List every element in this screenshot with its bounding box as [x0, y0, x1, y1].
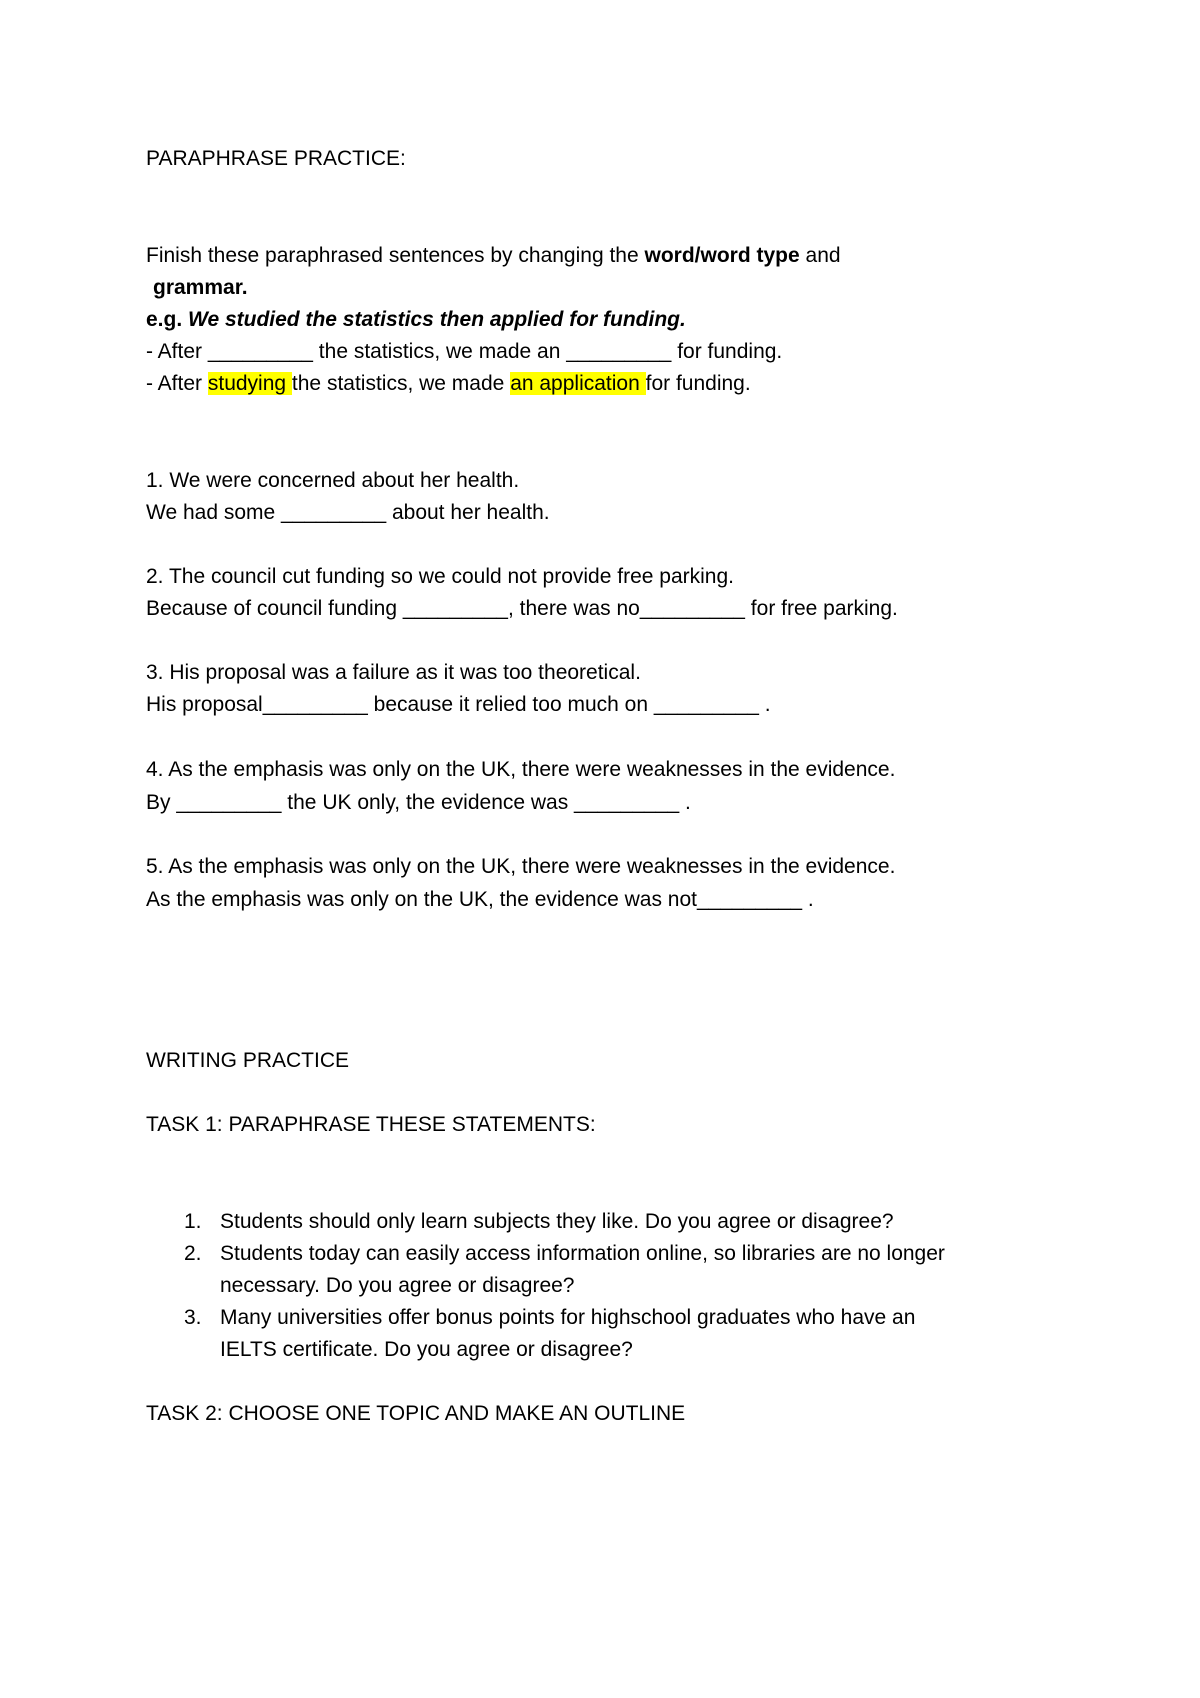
- exercise-4-original: 4. As the emphasis was only on the UK, there were weaknesses in the evidence.: [146, 758, 896, 781]
- statement-list: [146, 1206, 1066, 1366]
- exercise-3-paraphrase: His proposal_________ because it relied too much on _________ .: [146, 693, 771, 716]
- example-answer-line: [146, 370, 751, 398]
- instructions-bold-grammar: grammar.: [153, 276, 248, 299]
- example-prefix: e.g.: [146, 308, 189, 331]
- exercise-5-original: 5. As the emphasis was only on the UK, there were weaknesses in the evidence.: [146, 855, 896, 878]
- instructions-text: Finish these paraphrased sentences by changing the: [146, 244, 645, 267]
- example-text: We studied the statistics then applied for funding.: [188, 308, 686, 331]
- answer-text: the statistics, we made: [291, 372, 511, 395]
- exercise-5-paraphrase: As the emphasis was only on the UK, the evidence was not_________ .: [146, 888, 814, 911]
- instructions-text-and: and: [799, 244, 841, 267]
- section-heading-paraphrase: PARAPHRASE PRACTICE:: [146, 147, 406, 170]
- highlighted-answer-studying: studying: [207, 372, 292, 395]
- exercise-2-paraphrase: Because of council funding _________, there was no_________ for free parking.: [146, 597, 898, 620]
- list-item: 3. Many universities offer bonus points for highschool graduates who have an IELTS certificate. Do you agree or disagree?: [184, 1306, 916, 1361]
- exercise-2-original: 2. The council cut funding so we could not provide free parking.: [146, 565, 734, 588]
- exercise-4-paraphrase: By _________ the UK only, the evidence was _________ .: [146, 791, 691, 814]
- exercise-1-original: 1. We were concerned about her health.: [146, 469, 520, 492]
- list-item: 2. Students today can easily access information online, so libraries are no longer necessary. Do you agree or disagree?: [184, 1242, 945, 1297]
- example-sentence: [146, 306, 686, 334]
- section-heading-writing: WRITING PRACTICE: [146, 1049, 349, 1072]
- task-1-heading: TASK 1: PARAPHRASE THESE STATEMENTS:: [146, 1113, 596, 1136]
- instructions-bold-word-type: word/word type: [644, 244, 800, 267]
- list-item: 1. Students should only learn subjects they like. Do you agree or disagree?: [184, 1210, 894, 1233]
- task-2-heading: TASK 2: CHOOSE ONE TOPIC AND MAKE AN OUTLINE: [146, 1402, 686, 1425]
- exercise-1-paraphrase: We had some _________ about her health.: [146, 501, 550, 524]
- instructions-line: [146, 242, 841, 270]
- example-blank-line: - After _________ the statistics, we made an _________ for funding.: [146, 340, 783, 363]
- answer-text: for funding.: [645, 372, 751, 395]
- answer-text: - After: [146, 372, 208, 395]
- exercise-3-original: 3. His proposal was a failure as it was too theoretical.: [146, 661, 641, 684]
- highlighted-answer-application: an application: [510, 372, 646, 395]
